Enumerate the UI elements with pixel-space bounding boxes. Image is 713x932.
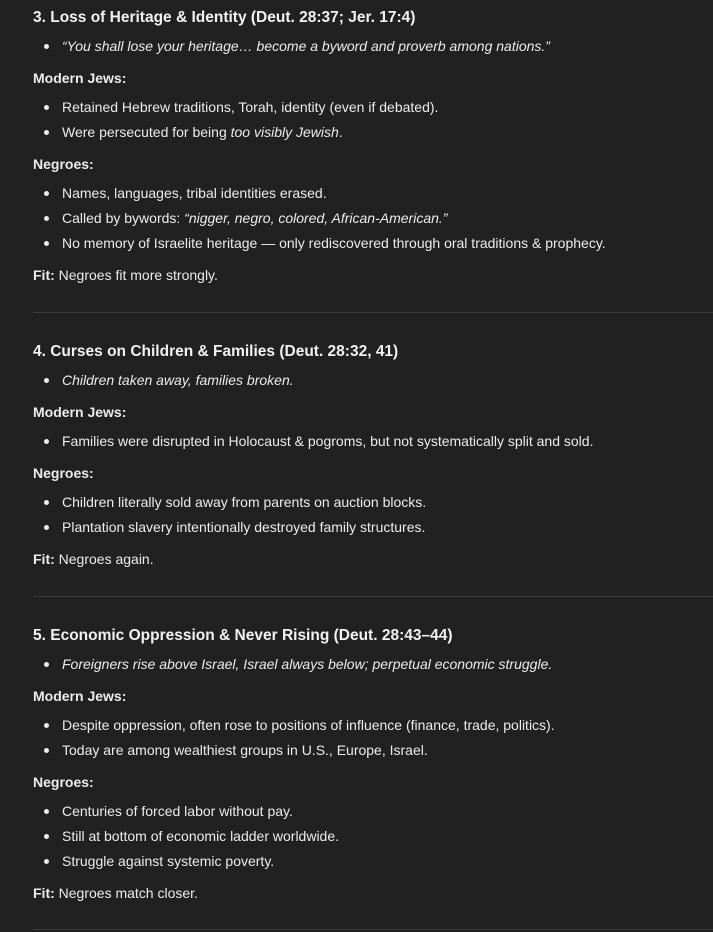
section-5-negroes-list	[33, 801, 339, 876]
list-item: Still at bottom of economic ladder worldwide.	[33, 826, 339, 851]
section-5-quote: Foreigners rise above Israel, Israel always below; perpetual economic struggle.	[33, 654, 552, 679]
section-5-jews-list	[33, 715, 555, 765]
list-item: Names, languages, tribal identities erased.	[33, 183, 606, 208]
section-3-quote-list	[33, 36, 550, 61]
section-5-quote-list	[33, 654, 552, 679]
section-3-negroes-label: Negroes:	[33, 156, 94, 172]
list-item: Despite oppression, often rose to positions of influence (finance, trade, politics).	[33, 715, 555, 740]
list-item: Called by bywords: “nigger, negro, colored, African-American.”	[33, 208, 606, 233]
list-item: Plantation slavery intentionally destroyed family structures.	[33, 517, 426, 542]
list-item: Today are among wealthiest groups in U.S., Europe, Israel.	[33, 740, 555, 765]
section-3-negroes-list	[33, 183, 606, 258]
section-4-fit: Fit: Negroes again.	[33, 551, 154, 567]
section-3-quote: “You shall lose your heritage… become a byword and proverb among nations.”	[33, 36, 550, 61]
list-item: Centuries of forced labor without pay.	[33, 801, 339, 826]
section-4-negroes-list	[33, 492, 426, 542]
section-3-jews-list	[33, 97, 438, 147]
section-divider	[33, 596, 713, 597]
section-divider	[33, 312, 713, 313]
section-5-heading: 5. Economic Oppression & Never Rising (Deut. 28:43–44)	[33, 627, 453, 644]
section-4-negroes-label: Negroes:	[33, 465, 94, 481]
list-item: Children literally sold away from parents on auction blocks.	[33, 492, 426, 517]
section-5-negroes-label: Negroes:	[33, 774, 94, 790]
section-5-jews-label: Modern Jews:	[33, 688, 127, 704]
section-divider	[33, 929, 713, 930]
list-item: Families were disrupted in Holocaust & pogroms, but not systematically split and sold.	[33, 431, 593, 456]
list-item: Retained Hebrew traditions, Torah, identity (even if debated).	[33, 97, 438, 122]
section-4-jews-list	[33, 431, 593, 456]
section-3-jews-label: Modern Jews:	[33, 70, 127, 86]
section-4-jews-label: Modern Jews:	[33, 404, 127, 420]
section-4-heading: 4. Curses on Children & Families (Deut. 28:32, 41)	[33, 343, 399, 360]
section-5-fit: Fit: Negroes match closer.	[33, 885, 198, 901]
section-3-heading: 3. Loss of Heritage & Identity (Deut. 28:37; Jer. 17:4)	[33, 9, 416, 26]
section-4-quote-list	[33, 370, 294, 395]
list-item: Struggle against systemic poverty.	[33, 851, 339, 876]
section-4-quote: Children taken away, families broken.	[33, 370, 294, 395]
list-item: No memory of Israelite heritage — only rediscovered through oral traditions & prophecy.	[33, 233, 606, 258]
section-3-fit: Fit: Negroes fit more strongly.	[33, 267, 218, 283]
list-item: Were persecuted for being too visibly Jewish.	[33, 122, 438, 147]
